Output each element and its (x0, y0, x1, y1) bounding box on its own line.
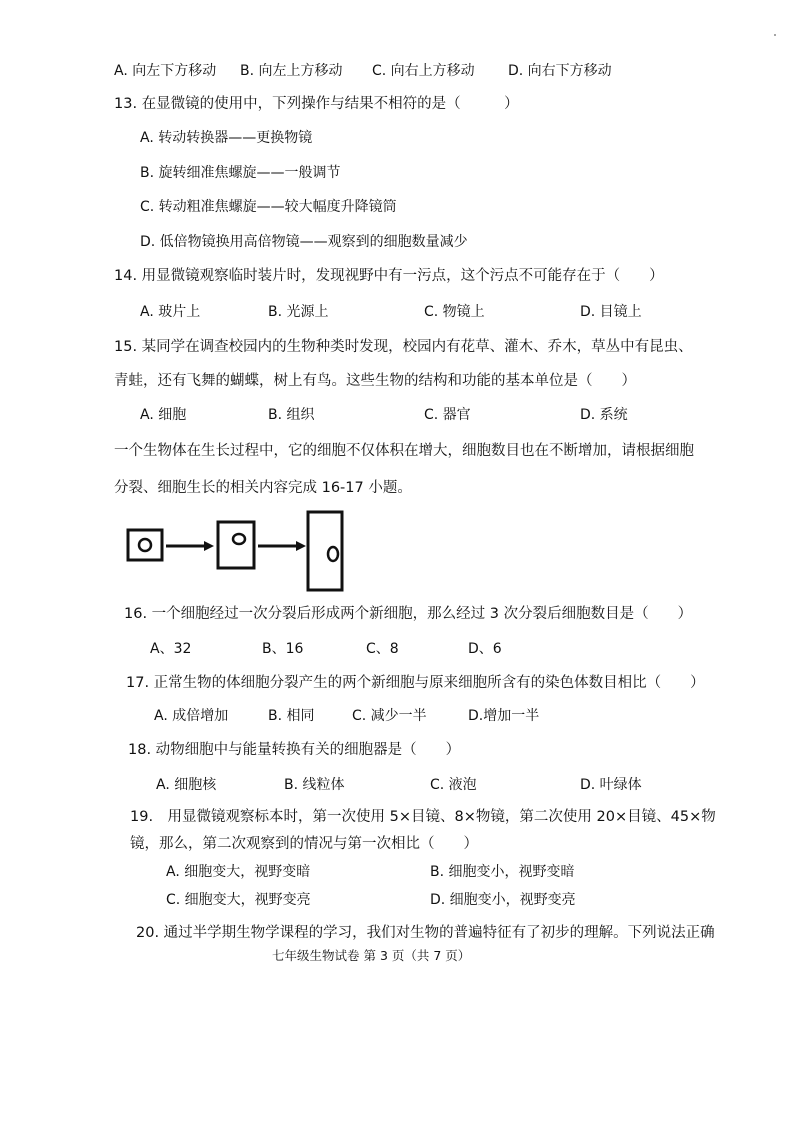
q13-option-c: C. 转动粗准焦螺旋——较大幅度升降镜筒 (140, 199, 397, 215)
q18-option-a: A. 细胞核 (156, 777, 217, 793)
q14-option-a: A. 玻片上 (140, 304, 201, 320)
q14-option-d: D. 目镜上 (580, 304, 642, 320)
small-cell (128, 530, 162, 560)
q18-option-d: D. 叶绿体 (580, 777, 642, 793)
q12-option-c: C. 向右上方移动 (372, 63, 475, 79)
large-cell (308, 512, 342, 590)
q18-option-b: B. 线粒体 (284, 777, 345, 793)
q12-option-d: D. 向右下方移动 (508, 63, 612, 79)
intro-line2: 分裂、细胞生长的相关内容完成 16-17 小题。 (114, 480, 412, 496)
q13-option-d: D. 低倍物镜换用高倍物镜——观察到的细胞数量减少 (140, 234, 468, 250)
q18-stem: 18. 动物细胞中与能量转换有关的细胞器是（ ） (128, 742, 461, 758)
q19-option-b: B. 细胞变小，视野变暗 (430, 864, 575, 880)
q17-option-b: B. 相同 (268, 708, 315, 724)
q19-option-c: C. 细胞变大，视野变亮 (166, 892, 311, 908)
q17-option-c: C. 减少一半 (352, 708, 427, 724)
q19-option-a: A. 细胞变大，视野变暗 (166, 864, 311, 880)
q16-stem: 16. 一个细胞经过一次分裂后形成两个新细胞，那么经过 3 次分裂后细胞数目是（ ） (124, 606, 693, 622)
q15-option-a: A. 细胞 (140, 407, 187, 423)
arrow-2 (258, 541, 306, 551)
q19-stem-line1: 19. 用显微镜观察标本时，第一次使用 5×目镜、8×物镜，第二次使用 20×目镜、45×物 (130, 809, 716, 825)
q13-option-a: A. 转动转换器——更换物镜 (140, 130, 313, 146)
q14-option-c: C. 物镜上 (424, 304, 485, 320)
arrow-1 (166, 541, 214, 551)
q19-stem-line2: 镜，那么，第二次观察到的情况与第一次相比（ ） (130, 836, 478, 852)
q15-stem-line2: 青蛙，还有飞舞的蝴蝶，树上有鸟。这些生物的结构和功能的基本单位是（ ） (114, 373, 636, 389)
q15-option-c: C. 器官 (424, 407, 471, 423)
q14-option-b: B. 光源上 (268, 304, 329, 320)
q18-option-c: C. 液泡 (430, 777, 477, 793)
q16-option-a: A、32 (150, 641, 192, 657)
q16-option-b: B、16 (262, 641, 304, 657)
cell-growth-figure (126, 508, 356, 596)
q15-option-b: B. 组织 (268, 407, 315, 423)
q13-stem: 13. 在显微镜的使用中，下列操作与结果不相符的是（ ） (114, 96, 519, 112)
q19-option-d: D. 细胞变小，视野变亮 (430, 892, 576, 908)
medium-cell (218, 522, 254, 568)
scan-speck (774, 34, 776, 36)
intro-line1: 一个生物体在生长过程中，它的细胞不仅体积在增大，细胞数目也在不断增加，请根据细胞 (114, 443, 694, 459)
q15-option-d: D. 系统 (580, 407, 628, 423)
q20-stem-line1: 20. 通过半学期生物学课程的学习，我们对生物的普遍特征有了初步的理解。下列说法正确 (136, 925, 715, 941)
q15-stem-line1: 15. 某同学在调查校园内的生物种类时发现，校园内有花草、灌木、乔木，草丛中有昆虫、 (114, 339, 693, 355)
q16-option-c: C、8 (366, 641, 399, 657)
q12-option-b: B. 向左上方移动 (240, 63, 343, 79)
q17-option-d: D.增加一半 (468, 708, 540, 724)
q12-option-a: A. 向左下方移动 (114, 63, 217, 79)
q16-option-d: D、6 (468, 641, 502, 657)
page-footer: 七年级生物试卷 第 3 页（共 7 页） (272, 948, 471, 963)
q14-stem: 14. 用显微镜观察临时装片时，发现视野中有一污点，这个污点不可能存在于（ ） (114, 268, 664, 284)
q17-option-a: A. 成倍增加 (154, 708, 229, 724)
q13-option-b: B. 旋转细准焦螺旋——一般调节 (140, 165, 341, 181)
q17-stem: 17. 正常生物的体细胞分裂产生的两个新细胞与原来细胞所含有的染色体数目相比（ ） (126, 675, 705, 691)
